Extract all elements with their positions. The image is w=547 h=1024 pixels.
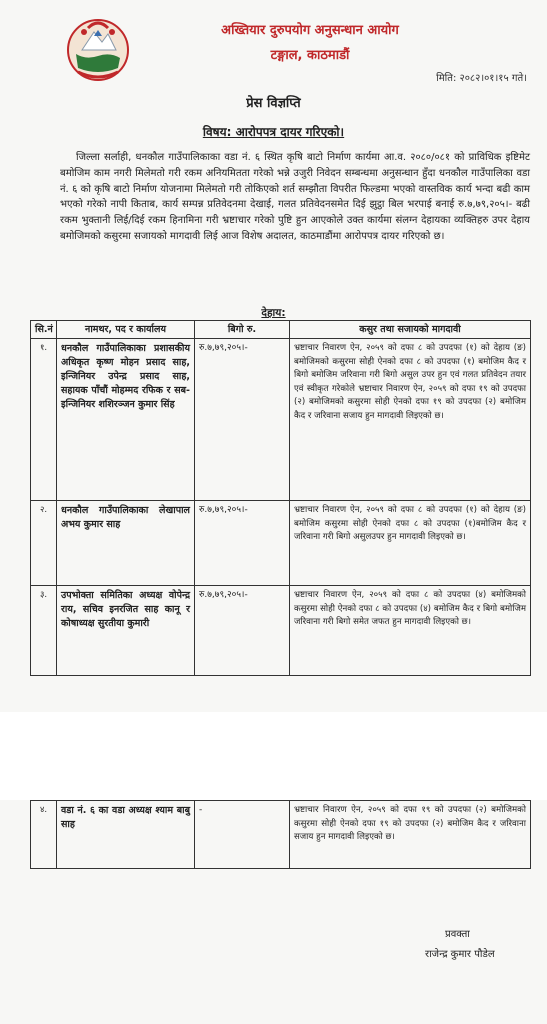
table-header-row	[31, 321, 531, 339]
body-paragraph: जिल्ला सर्लाही, धनकौल गाउँपालिकाका वडा नं. ६ स्थित कृषि बाटो निर्माण कार्यमा आ.व. २०८०/०८१ को प्राविधिक इष्टिमेट बमोजिम काम नगरी मिलेमतो गरी रकम अनियमितता गरेको भन्ने उजुरी निवेदन सम्बन्धमा अनुसन्धान हुँदा धनकौल गाउँपालिका वडा नं. ६ को कृषि बाटो निर्माण योजनामा मिलेमतो गरी तोकिएको शर्त सम्झौता विपरीत फिल्डमा भएको वास्तविक कार्य भन्दा बढी काम भएको गरेको नापी किताब, कार्य सम्पन्न प्रतिवेदनमा देखाई, गलत प्रतिवेदनसमेत दिई झुट्ठा बिल भरपाई बनाई रु.७,७९,२०५।- बढी रकम भुक्तानी लिई/दिई रकम हिनामिना गरी भ्रष्टाचार गरेको पुष्टि हुन आएकोले उक्त कार्यमा संलग्न देहायका व्यक्तिहरु उपर देहाय बमोजिमको कसुरमा सजायको मागदावी लिई आज विशेष अदालत, काठमाडौंमा आरोपपत्र दायर गरिएको छ।	[60, 152, 530, 242]
row-amount: रु.७,७९,२०५।-	[195, 501, 290, 586]
row-amount: रु.७,७९,२०५।-	[195, 339, 290, 501]
row-claim: भ्रष्टाचार निवारण ऐन, २०५९ को दफा ८ को उपदफा (१) को देहाय (ङ) बमोजिमको कसुरमा सोही ऐनको दफा ८ को उपदफा (१) बमोजिम कैद र बिगो बमोजिम जरिवाना गरी बिगो असुल उपर हुन एवं गलत प्रतिवेदन तयार एवं स्वीकृत गरेकोले भ्रष्टाचार निवारण ऐन, २०५९ को दफा १९ को उपदफा (२) बमोजिमको कसुरमा सोही ऐनको दफा १९ को उपदफा (२) बमोजिम कैद र जरिवाना सजाय हुन मागदावी लिइएको छ।	[290, 339, 531, 501]
table-row	[31, 339, 531, 501]
subject-text: आरोपपत्र दायर गरिएको।	[235, 125, 345, 139]
row-amount: -	[195, 801, 290, 869]
page-gap	[0, 712, 547, 800]
date-line: मिति: २०८२।०१।१५ गते।	[436, 73, 527, 84]
row-claim: भ्रष्टाचार निवारण ऐन, २०५९ को दफा ८ को उपदफा (१) को देहाय (ङ) बमोजिम कसुरमा सोही ऐनको दफा ८ को उपदफा (१)बमोजिम कैद र जरिवाना गरी बिगो असुलउपर हुन मागदावी लिइएको छ।	[290, 501, 531, 586]
row-serial: २.	[31, 501, 57, 586]
header-claim: कसुर तथा सजायको मागदावी	[290, 321, 531, 339]
subject-line	[0, 123, 547, 140]
table-row	[31, 801, 531, 869]
table-row	[31, 501, 531, 586]
row-serial: ३.	[31, 586, 57, 676]
nepal-emblem-icon	[64, 14, 132, 84]
spokesperson-name: राजेन्द्र कुमार पौडेल	[425, 949, 495, 960]
row-claim: भ्रष्टाचार निवारण ऐन, २०५९ को दफा ८ को उपदफा (४) बमोजिमको कसुरमा सोही ऐनको दफा ८ को उपदफा (४) बमोजिम कैद र बिगो बमोजिम जरिवाना गरी बिगो समेत जफत हुन मागदावी लिइएको छ।	[290, 586, 531, 676]
spokesperson-role: प्रवक्ता	[445, 929, 470, 940]
organization-address: टङ्गाल, काठमाडौं	[270, 48, 350, 63]
row-claim: भ्रष्टाचार निवारण ऐन, २०५९ को दफा १९ को उपदफा (२) बमोजिमको कसुरमा सोही ऐनको दफा १९ को उपदफा (२) बमोजिम कैद र जरिवाना सजाय हुन मागदावी लिइएको छ।	[290, 801, 531, 869]
header-serial: सि.नं	[31, 321, 57, 339]
header-amount: बिगो रु.	[195, 321, 290, 339]
subject-label: विषय:	[202, 125, 232, 139]
defendants-table	[30, 320, 531, 676]
row-name: धनकौल गाउँपालिकाका प्रशासकीय अधिकृत कृष्ण मोहन प्रसाद साह, इन्जिनियर उपेन्द्र प्रसाद साह, सहायक पाँचौं मोहम्मद रफिक र सब-इन्जिनियर शशिरञ्जन कुमार सिंह	[57, 339, 195, 501]
defendants-label: देहाय:	[261, 307, 286, 319]
organization-name: अख्तियार दुरुपयोग अनुसन्धान आयोग	[221, 23, 399, 38]
row-name: उपभोक्ता समितिका अध्यक्ष वोपेन्द्र राय, सचिव इनरजित साह कानू र कोषाध्यक्ष सुरतीया कुमारी	[57, 586, 195, 676]
row-serial: ४.	[31, 801, 57, 869]
table-row	[31, 586, 531, 676]
row-name: वडा नं. ६ का वडा अध्यक्ष श्याम बाबु साह	[57, 801, 195, 869]
row-name: धनकौल गाउँपालिकाका लेखापाल अभय कुमार साह	[57, 501, 195, 586]
row-amount: रु.७,७९,२०५।-	[195, 586, 290, 676]
row-serial: १.	[31, 339, 57, 501]
header-name: नामथर, पद र कार्यालय	[57, 321, 195, 339]
document-title: प्रेस विज्ञप्ति	[246, 96, 301, 111]
defendants-table-continued	[30, 800, 531, 869]
